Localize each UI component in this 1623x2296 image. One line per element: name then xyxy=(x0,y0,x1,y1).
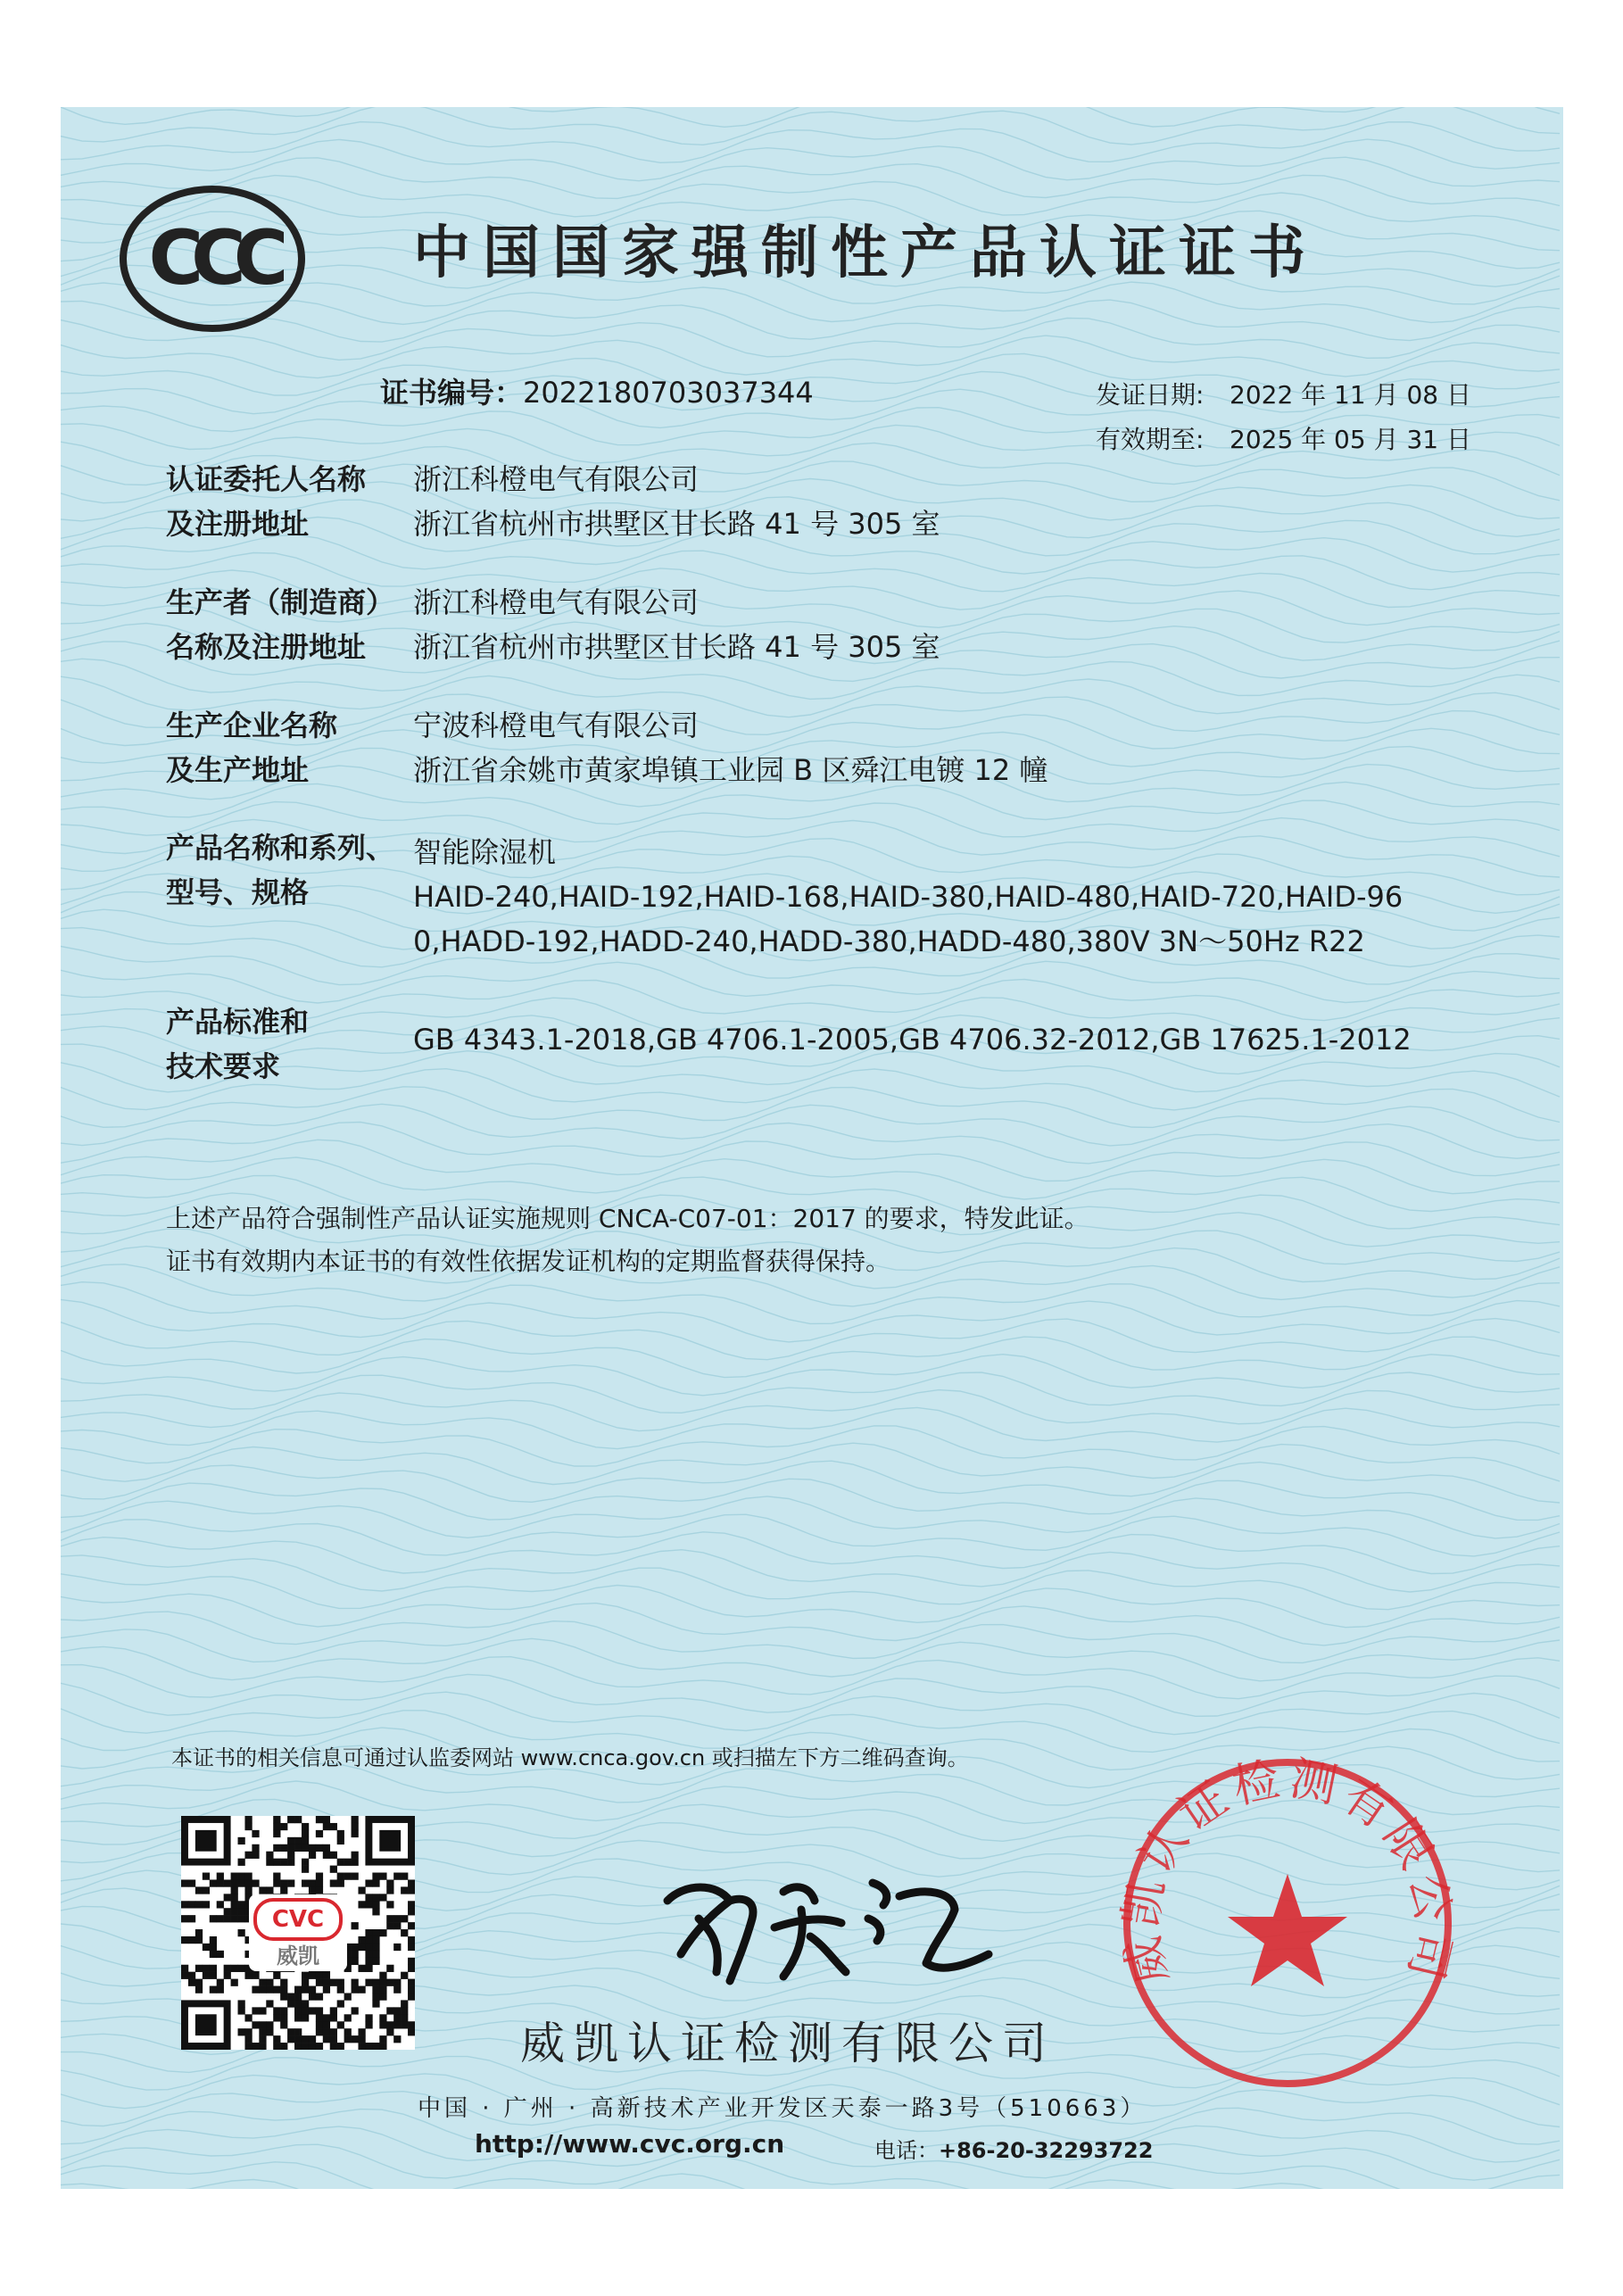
standards-list: GB 4343.1-2018,GB 4706.1-2005,GB 4706.32-2012,GB 17625.1-2012 xyxy=(413,1023,1412,1057)
certificate-sheet xyxy=(61,107,1563,2189)
organization-address: 中国 · 广州 · 高新技术产业开发区天泰一路3号（510663） xyxy=(418,2095,1147,2122)
certificate-number-label: 证书编号： xyxy=(380,376,524,410)
applicant-name: 浙江科橙电气有限公司 xyxy=(413,462,700,496)
qr-badge xyxy=(249,1894,347,1971)
product-value xyxy=(413,830,1403,964)
manufacturer-label xyxy=(166,580,394,669)
factory-value xyxy=(413,703,1047,792)
manufacturer-name: 浙江科橙电气有限公司 xyxy=(413,585,700,619)
issue-date-value: 2022 年 11 月 08 日 xyxy=(1230,380,1472,410)
certificate-dates xyxy=(1096,373,1471,462)
product-models-line2: 0,HADD-192,HADD-240,HADD-380,HADD-480,380V 3N～50Hz R22 xyxy=(413,924,1365,958)
manufacturer-value xyxy=(413,580,940,669)
qr-badge-logo: CVC xyxy=(253,1898,343,1941)
factory-label-line1: 生产企业名称 xyxy=(166,709,338,742)
applicant-value xyxy=(413,457,940,546)
applicant-label-line2: 及注册地址 xyxy=(166,507,310,541)
organization-name: 威凯认证检测有限公司 xyxy=(520,2018,1056,2069)
page-title: 中国国家强制性产品认证证书 xyxy=(413,220,1318,286)
applicant-label xyxy=(166,457,366,546)
ccc-logo-text: CCC xyxy=(148,214,277,302)
standards-label xyxy=(166,999,309,1089)
factory-label xyxy=(166,703,337,792)
manufacturer-label-line1: 生产者（制造商） xyxy=(166,585,395,619)
certificate-number xyxy=(380,370,814,411)
manufacturer-address: 浙江省杭州市拱墅区甘长路 41 号 305 室 xyxy=(413,630,940,664)
statement-line2: 证书有效期内本证书的有效性依据发证机构的定期监督获得保持。 xyxy=(166,1247,891,1276)
qr-badge-sub: 威凯 xyxy=(277,1944,319,1969)
issue-date-row xyxy=(1096,373,1471,418)
valid-until-row xyxy=(1096,418,1471,462)
certificate-number-value: 2022180703037344 xyxy=(523,376,814,410)
phone-label: 电话： xyxy=(874,2138,939,2163)
issue-date-label: 发证日期: xyxy=(1096,380,1205,410)
ccc-logo xyxy=(114,178,311,339)
product-models-line1: HAID-240,HAID-192,HAID-168,HAID-380,HAID-480,HAID-720,HAID-96 xyxy=(413,880,1404,914)
applicant-label-line1: 认证委托人名称 xyxy=(166,462,367,496)
factory-address: 浙江省余姚市黄家埠镇工业园 B 区舜江电镀 12 幢 xyxy=(413,753,1048,787)
factory-name: 宁波科橙电气有限公司 xyxy=(413,709,700,742)
manufacturer-label-line2: 名称及注册地址 xyxy=(166,630,367,664)
factory-label-line2: 及生产地址 xyxy=(166,753,310,787)
company-seal xyxy=(1114,1749,1462,2097)
product-label-line1: 产品名称和系列、 xyxy=(166,831,395,865)
product-label-line2: 型号、规格 xyxy=(166,875,310,909)
standards-value xyxy=(413,1017,1412,1062)
certification-statement xyxy=(166,1198,1089,1283)
standards-label-line2: 技术要求 xyxy=(166,1049,281,1083)
product-label xyxy=(166,825,394,915)
organization-website[interactable]: http://www.cvc.org.cn xyxy=(475,2129,785,2159)
seal-text: 威凯认证检测有限公司 xyxy=(1114,1752,1462,1990)
applicant-address: 浙江省杭州市拱墅区甘长路 41 号 305 室 xyxy=(413,507,940,541)
organization-phone xyxy=(874,2133,1153,2164)
valid-until-value: 2025 年 05 月 31 日 xyxy=(1230,425,1472,454)
statement-line1: 上述产品符合强制性产品认证实施规则 CNCA-C07-01：2017 的要求，特发此证。 xyxy=(166,1204,1089,1233)
seal-star-icon xyxy=(1228,1874,1347,1986)
query-note: 本证书的相关信息可通过认监委网站 www.cnca.gov.cn 或扫描左下方二维码查询。 xyxy=(171,1745,969,1770)
qr-code[interactable] xyxy=(181,1816,415,2050)
product-name: 智能除湿机 xyxy=(413,835,557,869)
standards-label-line1: 产品标准和 xyxy=(166,1005,310,1039)
signature xyxy=(632,1847,1015,1999)
valid-until-label: 有效期至: xyxy=(1096,425,1205,454)
phone-value: +86-20-32293722 xyxy=(939,2138,1154,2163)
